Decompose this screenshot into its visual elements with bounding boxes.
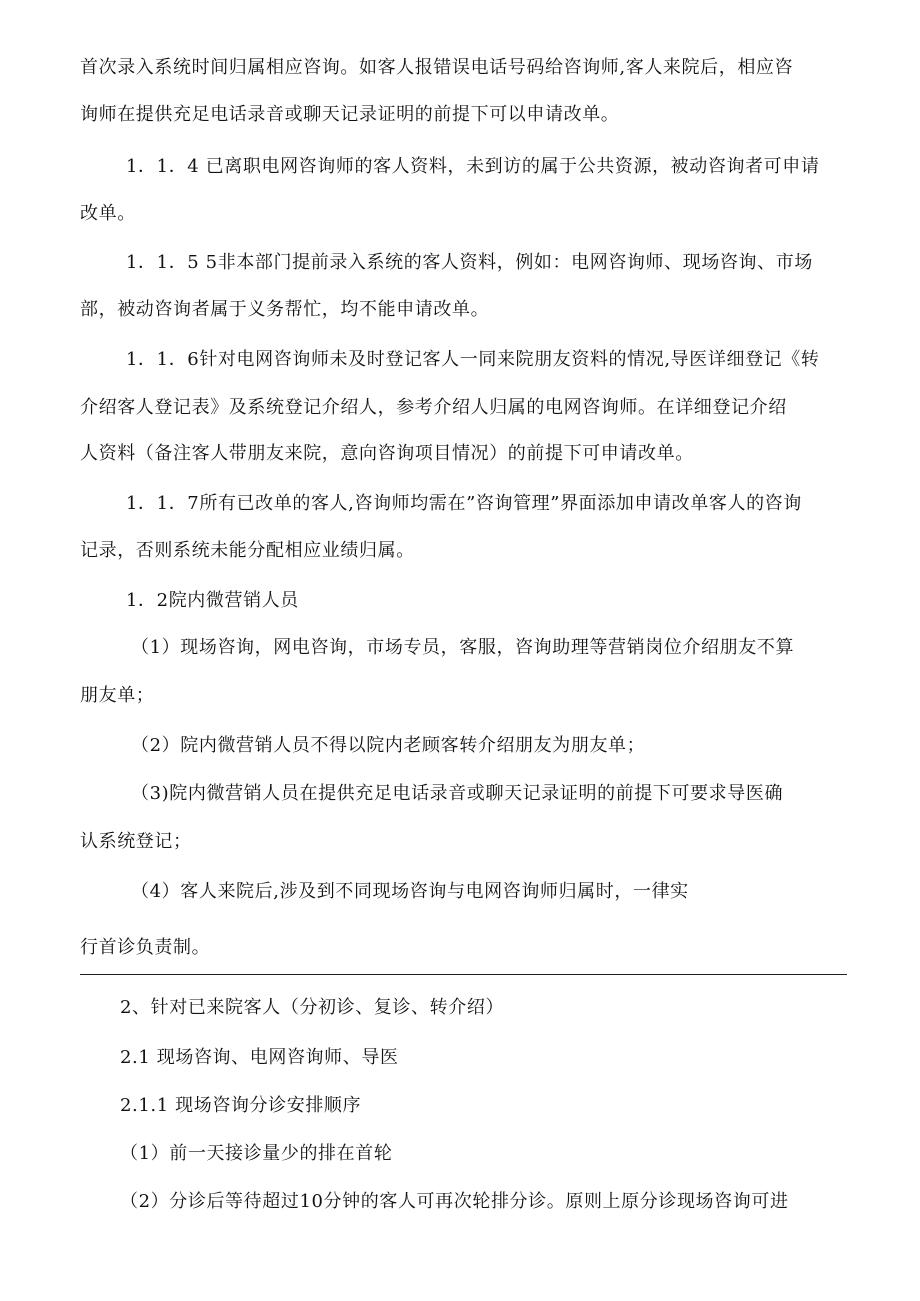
text-line: 人资料（备注客人带朋友来院，意向咨询项目情况）的前提下可申请改单。: [80, 443, 694, 464]
text-line: （2）院内微营销人员不得以院内老顾客转介绍朋友为朋友单；: [131, 735, 646, 756]
text-line: （3)院内微营销人员在提供充足电话录音或聊天记录证明的前提下可要求导医确: [131, 783, 784, 804]
text-line: 记录，否则系统未能分配相应业绩归属。: [80, 540, 415, 561]
text-line: （2）分诊后等待超过10分钟的客人可再次轮排分诊。原则上原分诊现场咨询可进: [120, 1191, 789, 1212]
text-line: 1．1．4 已离职电网咨询师的客人资料，未到访的属于公共资源，被动咨询者可申请: [126, 156, 820, 177]
text-line: 介绍客人登记表》及系统登记介绍人，参考介绍人归属的电网咨询师。在详细登记介绍: [80, 397, 787, 418]
text-line: 1．1．6针对电网咨询师未及时登记客人一同来院朋友资料的情况,导医详细登记《转: [126, 349, 820, 370]
horizontal-divider: [80, 974, 847, 975]
text-line: 首次录入系统时间归属相应咨询。如客人报错误电话号码给咨询师,客人来院后，相应咨: [80, 57, 794, 78]
text-line: （1）前一天接诊量少的排在首轮: [120, 1143, 393, 1164]
text-line: 认系统登记；: [80, 831, 192, 852]
text-line: 2.1.1 现场咨询分诊安排顺序: [120, 1095, 362, 1116]
text-line: 行首诊负责制。: [80, 937, 211, 958]
text-line: 2、针对已来院客人（分初诊、复诊、转介绍）: [120, 997, 505, 1018]
text-line: 1．2院内微营销人员: [126, 590, 299, 611]
text-line: 部，被动咨询者属于义务帮忙，均不能申请改单。: [80, 299, 490, 320]
text-line: 朋友单；: [80, 685, 155, 706]
text-line: 2.1 现场咨询、电网咨询师、导医: [120, 1047, 399, 1068]
text-line: （4）客人来院后,涉及到不同现场咨询与电网咨询师归属时，一律实: [131, 881, 689, 902]
text-line: （1）现场咨询，网电咨询，市场专员，客服，咨询助理等营销岗位介绍朋友不算: [131, 637, 795, 658]
text-line: 改单。: [80, 203, 136, 224]
text-line: 询师在提供充足电话录音或聊天记录证明的前提下可以申请改单。: [80, 104, 620, 125]
text-line: 1．1．5 5非本部门提前录入系统的客人资料，例如：电网咨询师、现场咨询、市场: [126, 252, 813, 273]
text-line: 1．1．7所有已改单的客人,咨询师均需在”咨询管理”界面添加申请改单客人的咨询: [126, 493, 802, 514]
